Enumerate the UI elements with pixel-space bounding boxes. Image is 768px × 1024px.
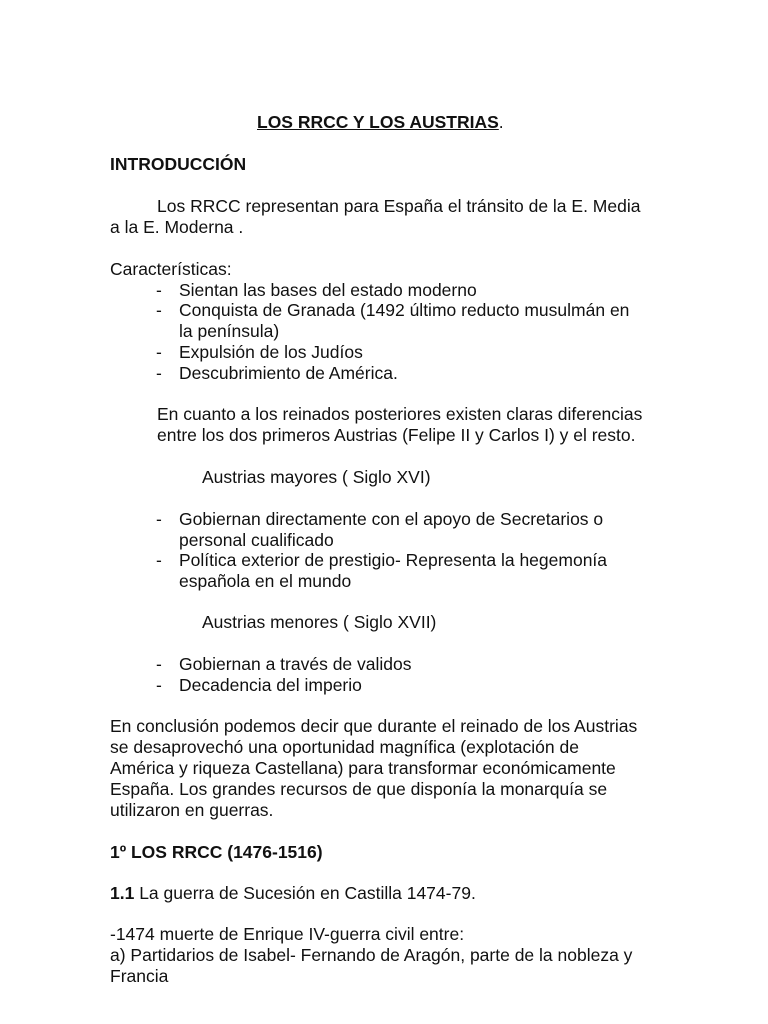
conclusion-line: se desaprovechó una oportunidad magnífica (explotación de	[110, 737, 579, 757]
section-1-1-number: 1.1	[110, 883, 135, 903]
list-item: Expulsión de los Judíos	[179, 342, 363, 362]
list-item: Gobiernan directamente con el apoyo de Secretarios o	[179, 509, 604, 529]
intro-paragraph-line-2: a la E. Moderna .	[110, 217, 244, 237]
events-line-2: a) Partidarios de Isabel- Fernando de Aragón, parte de la nobleza y	[110, 945, 633, 965]
list-dash: -	[156, 550, 162, 570]
list-dash: -	[156, 342, 162, 362]
intro-heading: INTRODUCCIÓN	[110, 154, 247, 174]
list-item: Conquista de Granada (1492 último reducto musulmán en	[179, 300, 630, 320]
events-line-1: -1474 muerte de Enrique IV-guerra civil entre:	[110, 924, 465, 944]
list-item-continuation: española en el mundo	[179, 571, 352, 591]
conclusion-line: utilizaron en guerras.	[110, 800, 274, 820]
document-title-text: LOS RRCC Y LOS AUSTRIAS	[257, 112, 499, 132]
section-1-1-heading	[110, 883, 476, 904]
document-title-period: .	[498, 112, 504, 132]
conclusion-line: América y riqueza Castellana) para transformar económicamente	[110, 758, 616, 778]
list-dash: -	[156, 654, 162, 674]
document-title	[257, 112, 504, 133]
list-item-continuation: personal cualificado	[179, 530, 334, 550]
section-1-heading: 1º LOS RRCC (1476-1516)	[110, 842, 323, 862]
austrias-menores-heading: Austrias menores ( Siglo XVII)	[202, 612, 437, 632]
section-1-1-text: La guerra de Sucesión en Castilla 1474-79.	[134, 883, 476, 903]
list-item: Descubrimiento de América.	[179, 363, 398, 383]
conclusion-line: En conclusión podemos decir que durante el reinado de los Austrias	[110, 716, 638, 736]
intro-paragraph-line-1: Los RRCC representan para España el tránsito de la E. Media	[157, 196, 641, 216]
list-dash: -	[156, 675, 162, 695]
list-item: Sientan las bases del estado moderno	[179, 280, 477, 300]
events-line-3: Francia	[110, 966, 169, 986]
list-item: Decadencia del imperio	[179, 675, 362, 695]
reinados-paragraph-line-1: En cuanto a los reinados posteriores existen claras diferencias	[157, 404, 643, 424]
conclusion-line: España. Los grandes recursos de que disponía la monarquía se	[110, 779, 608, 799]
list-dash: -	[156, 300, 162, 320]
list-item: Gobiernan a través de validos	[179, 654, 412, 674]
list-dash: -	[156, 509, 162, 529]
list-item-continuation: la península)	[179, 321, 280, 341]
reinados-paragraph-line-2: entre los dos primeros Austrias (Felipe II y Carlos I) y el resto.	[157, 425, 636, 445]
list-dash: -	[156, 363, 162, 383]
austrias-mayores-heading: Austrias mayores ( Siglo XVI)	[202, 467, 431, 487]
caracteristicas-label: Características:	[110, 259, 232, 279]
list-item: Política exterior de prestigio- Representa la hegemonía	[179, 550, 608, 570]
list-dash: -	[156, 280, 162, 300]
